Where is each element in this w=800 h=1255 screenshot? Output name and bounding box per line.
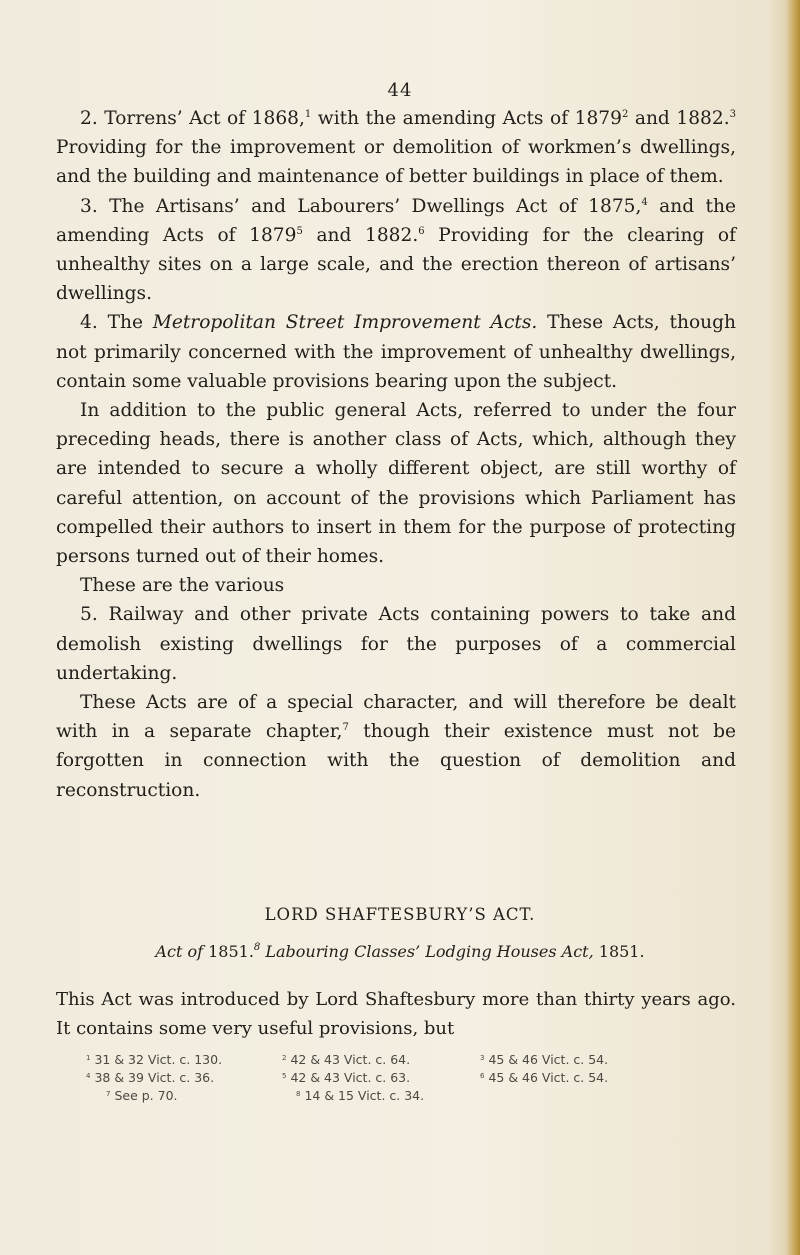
footnote: $^5$ 42 & 43 Vict. c. 63. — [282, 1070, 411, 1085]
paragraph-these-are: These are the various — [80, 575, 285, 597]
section-subheading: Act of 1851.$^8$ Labouring Classes’ Lodging Houses Act, 1851. — [155, 942, 645, 961]
paragraph-metropolitan-acts: 4. The Metropolitan Street Improvement Acts. These Acts, though not primarily concerned with the improvement of unhealthy dwellings, contain some valuable provisions bearing upon the subject. — [56, 312, 736, 392]
paragraph-special-character: These Acts are of a special character, and will therefore be dealt with in a separate chapter,$^7$ though their existence must not be forgotten in connection with the question of demolition and reconstruction. — [56, 692, 736, 801]
footnote-ref: 8 — [253, 942, 261, 953]
footnote: $^1$ 31 & 32 Vict. c. 130. — [86, 1052, 223, 1067]
footnote-ref: 1 — [304, 109, 312, 120]
footnote: $^6$ 45 & 46 Vict. c. 54. — [480, 1070, 609, 1085]
footnote-ref: 6 — [418, 225, 425, 237]
footnote: $^2$ 42 & 43 Vict. c. 64. — [282, 1052, 411, 1067]
footnotes-row-1 — [86, 1052, 766, 1070]
paragraph-artisans-act: 3. The Artisans’ and Labourers’ Dwellings Act of 1875,$^4$ and the amending Acts of 1879$^5$ and 1882.$^6$ Providing for the clearing of unhealthy sites on a large scale, and the erection thereon of artisans’ dwellings. — [56, 195, 737, 305]
paragraph-railway-acts: 5. Railway and other private Acts containing powers to take and demolish existing dwellings for the purposes of a commercial undertaking. — [56, 604, 736, 684]
paragraph-torrens-act: 2. Torrens’ Act of 1868,$^1$ with the amending Acts of 1879$^2$ and 1882.$^3$ Providing for the improvement or demolition of workmen’s dwellings, and the building and maintenance of better buildings in place of them. — [56, 108, 736, 188]
body-text — [56, 104, 736, 805]
paragraph-public-general-acts: In addition to the public general Acts, referred to under the four preceding heads, there is another class of Acts, which, although they are intended to secure a wholly different object, are still worthy of careful attention, on account of the provisions which Parliament has compelled their authors to insert in them for the purpose of protecting persons turned out of their homes. — [56, 400, 736, 568]
footnote: $^3$ 45 & 46 Vict. c. 54. — [480, 1052, 609, 1067]
footnote-ref: 7 — [342, 722, 349, 734]
footnote: $^4$ 38 & 39 Vict. c. 36. — [86, 1070, 215, 1085]
paragraph-shaftesbury-act: This Act was introduced by Lord Shaftesbury more than thirty years ago. It contains some very useful provisions, but — [56, 989, 736, 1039]
footnote-ref: 3 — [729, 109, 736, 120]
footnotes-row-3 — [86, 1088, 766, 1106]
footnote-ref: 4 — [641, 196, 648, 208]
page-edge — [786, 0, 800, 1255]
footnote-ref: 2 — [621, 109, 629, 120]
footnote: $^7$ See p. 70. — [106, 1088, 178, 1103]
footnote-ref: 5 — [296, 225, 303, 237]
page-number: 44 — [387, 80, 413, 101]
footnotes-row-2 — [86, 1070, 766, 1088]
footnote: $^8$ 14 & 15 Vict. c. 34. — [296, 1088, 425, 1103]
section-heading: LORD SHAFTESBURY’S ACT. — [264, 905, 536, 924]
